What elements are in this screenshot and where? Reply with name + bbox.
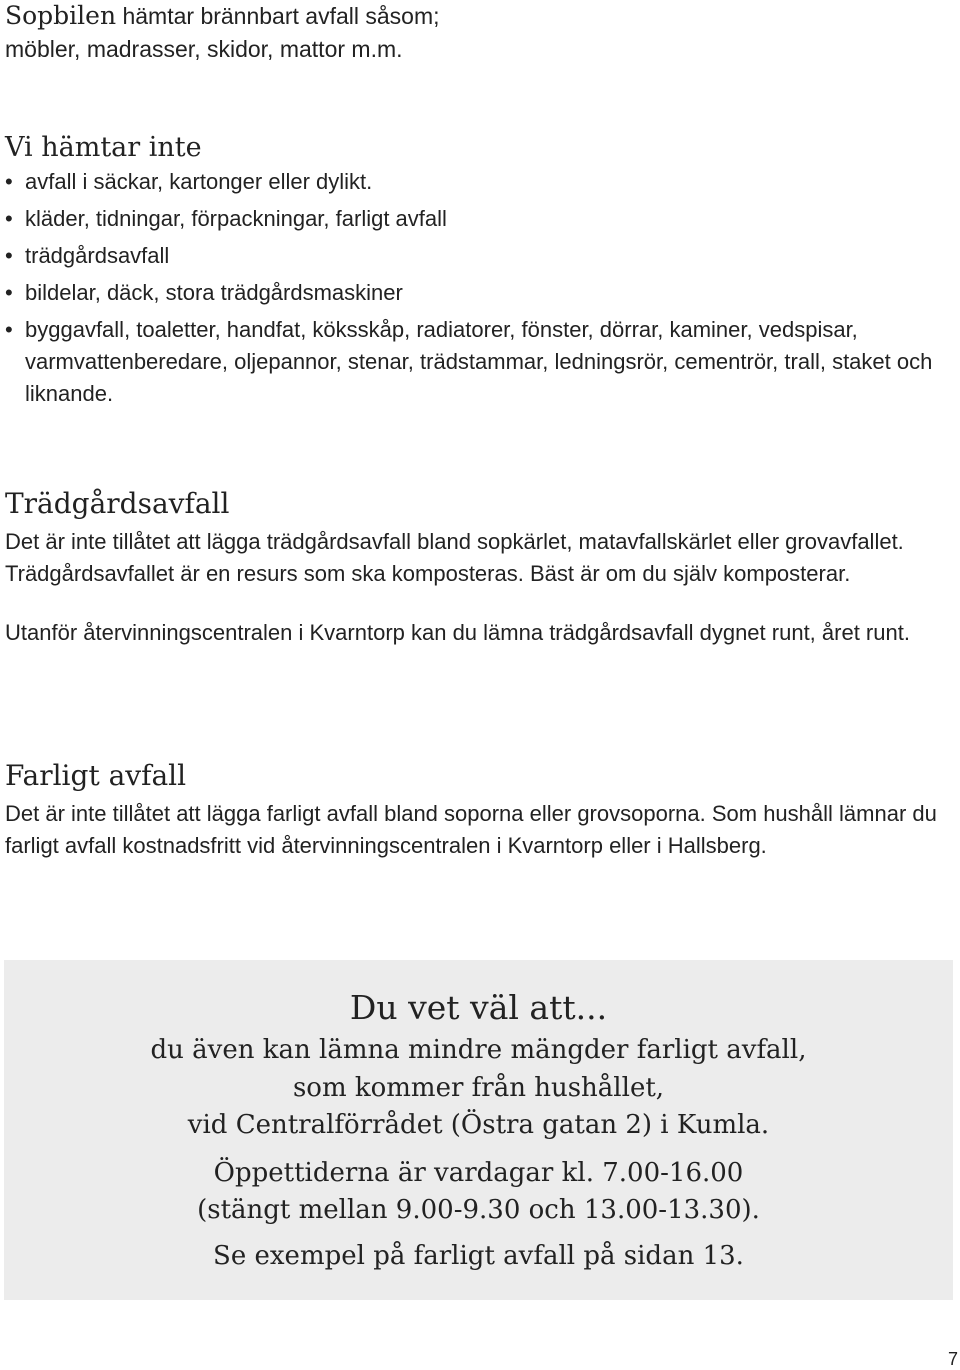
garden-waste-heading: Trädgårdsavfall <box>5 487 230 520</box>
not-collected-list <box>5 166 950 410</box>
hazardous-waste-heading: Farligt avfall <box>5 759 187 792</box>
info-box-line: Öppettiderna är vardagar kl. 7.00-16.00 <box>213 1158 744 1188</box>
info-box-line: Se exempel på farligt avfall på sidan 13. <box>213 1241 744 1271</box>
garden-waste-section <box>5 486 950 649</box>
not-collected-section <box>5 130 950 415</box>
garden-waste-paragraph-2: Utanför återvinningscentralen i Kvarntorp kan du lämna trädgårdsavfall dygnet runt, året runt. <box>5 620 910 645</box>
info-box-line: du även kan lämna mindre mängder farligt avfall, <box>150 1035 807 1065</box>
garden-waste-paragraph: Det är inte tillåtet att lägga trädgårdsavfall bland sopkärlet, matavfallskärlet eller grovavfallet. Trädgårdsavfallet är en resurs som ska komposteras. Bäst är om du själv komposterar. <box>5 529 904 586</box>
info-box <box>4 960 953 1300</box>
info-box-title: Du vet väl att... <box>349 988 608 1027</box>
list-item: • avfall i säckar, kartonger eller dylikt. <box>5 166 950 198</box>
hazardous-waste-section <box>5 758 950 862</box>
hazardous-waste-paragraph: Det är inte tillåtet att lägga farligt avfall bland soporna eller grovsoporna. Som hushåll lämnar du farligt avfall kostnadsfritt vid återvinningscentralen i Kvarntorp eller i Hallsberg. <box>5 801 937 858</box>
info-box-line: som kommer från hushållet, <box>292 1073 665 1103</box>
info-box-line: (stängt mellan 9.00-9.30 och 13.00-13.30). <box>197 1195 760 1225</box>
intro-paragraph <box>5 0 950 65</box>
list-item: • kläder, tidningar, förpackningar, farligt avfall <box>5 203 950 235</box>
intro-text: hämtar brännbart avfall såsom; <box>116 3 440 29</box>
intro-lead-word: Sopbilen <box>5 1 117 30</box>
intro-text-line2: möbler, madrasser, skidor, mattor m.m. <box>5 36 403 62</box>
page-number: 7 <box>947 1349 958 1369</box>
list-item: • byggavfall, toaletter, handfat, köksskåp, radiatorer, fönster, dörrar, kaminer, vedspisar, varmvattenberedare, oljepannor, stenar, trädstammar, ledningsrör, cementrör, trall, staket och liknande. <box>5 314 950 410</box>
list-item: • bildelar, däck, stora trädgårdsmaskiner <box>5 277 950 309</box>
list-item: • trädgårdsavfall <box>5 240 950 272</box>
not-collected-heading: Vi hämtar inte <box>5 132 202 163</box>
info-box-line: vid Centralförrådet (Östra gatan 2) i Kumla. <box>187 1110 770 1140</box>
